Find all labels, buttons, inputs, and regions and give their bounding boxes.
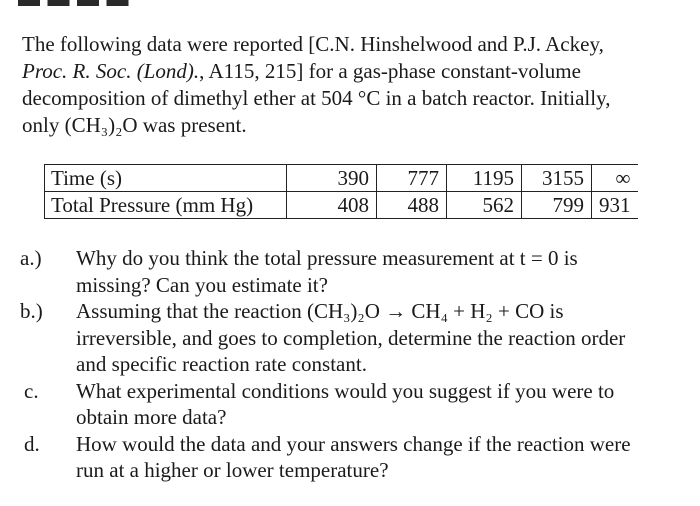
table-row-time <box>45 165 638 192</box>
citation-details: , A115, 215] for a gas-phase constant-volume <box>199 59 581 83</box>
question-marker: c. <box>24 378 39 403</box>
table-cell: 799 <box>522 192 592 219</box>
table-cell: 3155 <box>522 165 592 192</box>
intro-line-1: The following data were reported [C.N. Hinshelwood and P.J. Ackey, <box>22 32 604 56</box>
problem-statement <box>22 31 692 139</box>
pressure-time-table <box>44 164 638 219</box>
question-line: obtain more data? <box>76 405 227 429</box>
question-line: Why do you think the total pressure measurement at t = 0 is <box>76 246 578 270</box>
table-cell: 562 <box>447 192 522 219</box>
question-marker: a.) <box>20 246 42 270</box>
question-a <box>20 245 695 298</box>
question-d <box>20 431 695 484</box>
table-row-pressure <box>45 192 638 219</box>
table-cell: 1195 <box>447 165 522 192</box>
journal-citation: Proc. R. Soc. (Lond). <box>22 59 200 83</box>
table-cell: 777 <box>377 165 447 192</box>
question-b <box>20 298 695 378</box>
question-line: and specific reaction rate constant. <box>76 352 367 376</box>
row-header-pressure: Total Pressure (mm Hg) <box>45 192 287 219</box>
table-cell: 408 <box>287 192 377 219</box>
question-marker: b.) <box>20 299 43 323</box>
question-marker: d. <box>24 431 40 456</box>
question-line: What experimental conditions would you suggest if you were to <box>76 378 615 403</box>
intro-line-3: decomposition of dimethyl ether at 504 °C in a batch reactor. Initially, <box>22 86 611 110</box>
table-cell-final: 931 <box>592 192 638 219</box>
row-header-time: Time (s) <box>45 165 287 192</box>
question-line: How would the data and your answers change if the reaction were <box>76 431 631 456</box>
table-cell-infinity: ∞ <box>592 165 638 192</box>
question-c <box>20 378 695 431</box>
table-cell: 390 <box>287 165 377 192</box>
question-line: run at a higher or lower temperature? <box>76 458 389 482</box>
question-line: irreversible, and goes to completion, determine the reaction order <box>76 325 626 350</box>
intro-line-2 <box>22 58 692 85</box>
question-list <box>20 245 695 484</box>
question-line: Assuming that the reaction (CH₃)₂O → CH₄ + H₂ + CO is <box>76 299 564 323</box>
table-cell: 488 <box>377 192 447 219</box>
intro-line-4: only (CH₃)₂O was present. <box>22 113 247 137</box>
question-line: missing? Can you estimate it? <box>76 272 328 297</box>
cropped-heading-fragment <box>0 0 700 10</box>
